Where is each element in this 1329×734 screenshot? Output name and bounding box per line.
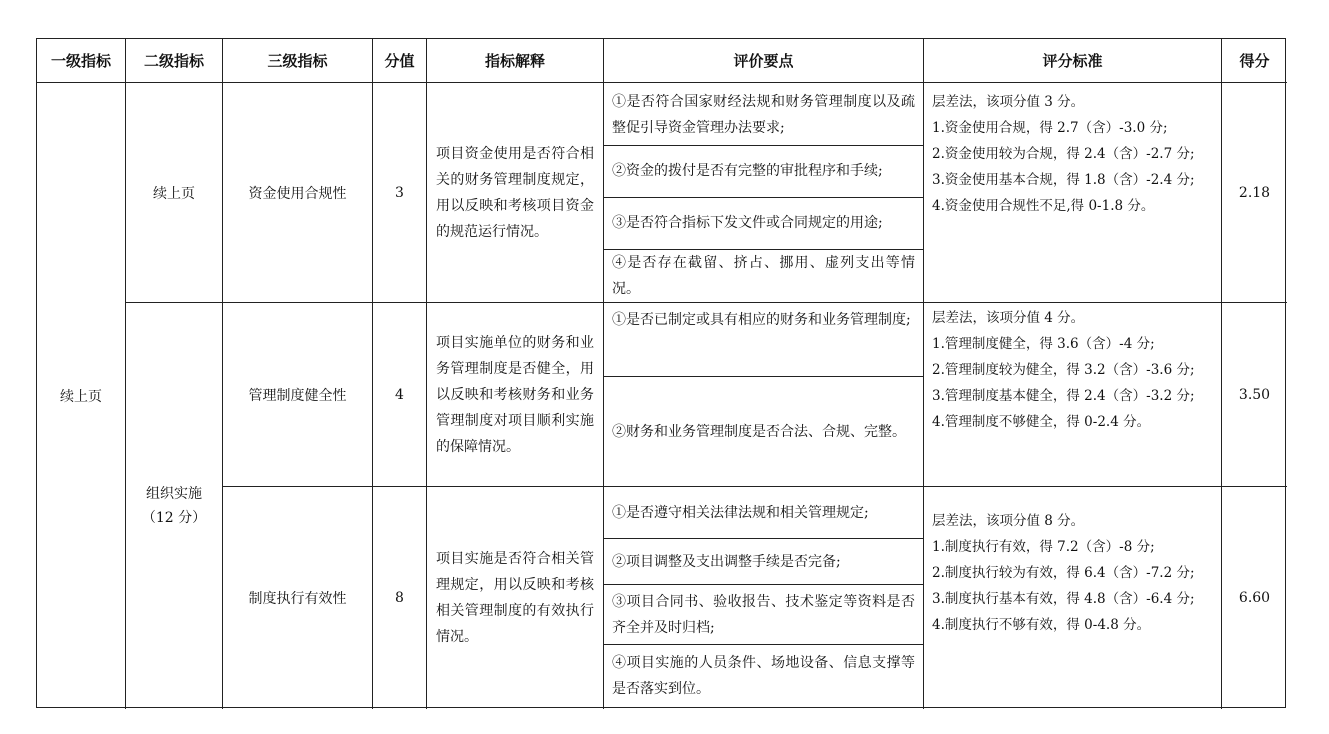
criteria-line: 2.资金使用较为合规，得 2.4（含）-2.7 分; <box>932 146 1195 162</box>
level3-cell: 管理制度健全性 <box>248 387 347 404</box>
criteria-line: 3.管理制度基本健全，得 2.4（含）-3.2 分; <box>932 388 1195 404</box>
criteria-line: 层差法，该项分值 8 分。 <box>932 513 1085 529</box>
level2-cell: 组织实施 （12 分） <box>141 486 207 526</box>
key-point <box>612 539 915 584</box>
criteria-line: 3.资金使用基本合规，得 1.8（含）-2.4 分; <box>932 172 1195 188</box>
grid-line <box>923 39 924 709</box>
header-score-value: 分值 <box>384 52 415 70</box>
key-point-text: ①是否已制定或具有相应的财务和业务管理制度; <box>612 312 911 328</box>
score-cell: 6.60 <box>1238 590 1271 606</box>
key-point-text: ②项目调整及支出调整手续是否完备; <box>612 553 841 570</box>
key-point <box>612 145 915 197</box>
criteria-line: 4.制度执行不够有效，得 0-4.8 分。 <box>932 617 1151 633</box>
explanation-cell <box>436 303 594 486</box>
explanation-cell <box>436 487 594 709</box>
criteria-line: 层差法，该项分值 3 分。 <box>932 94 1085 110</box>
key-point <box>612 487 915 538</box>
key-point <box>612 197 915 249</box>
explanation-text: 项目实施单位的财务和业务管理制度是否健全，用以反映和考核财务和业务管理制度对项目顺利实施的保障情况。 <box>436 334 594 455</box>
key-point-text: ①是否遵守相关法律法规和相关管理规定; <box>612 504 869 521</box>
key-point-text: ④是否存在截留、挤占、挪用、虚列支出等情况。 <box>612 254 915 297</box>
key-point-text: ②资金的拨付是否有完整的审批程序和手续; <box>612 163 883 179</box>
criteria-line: 1.管理制度健全，得 3.6（含）-4 分; <box>932 336 1155 352</box>
level2-cell: 续上页 <box>153 185 195 202</box>
grid-line <box>603 39 604 709</box>
evaluation-table <box>36 38 1286 708</box>
header-level1: 一级指标 <box>50 52 111 70</box>
key-point-text: ②财务和业务管理制度是否合法、合规、完整。 <box>612 423 906 440</box>
key-point <box>612 377 915 486</box>
key-point-text: ③是否符合指标下发文件或合同规定的用途; <box>612 215 883 231</box>
key-point <box>612 585 915 644</box>
grid-line <box>426 39 427 709</box>
score-value-cell: 4 <box>395 386 404 403</box>
criteria-cell <box>932 89 1217 219</box>
score-value-cell: 3 <box>395 184 404 201</box>
score-cell: 2.18 <box>1238 184 1271 201</box>
header-level2: 二级指标 <box>143 52 204 70</box>
header-key-points: 评价要点 <box>733 52 794 70</box>
criteria-line: 2.管理制度较为健全，得 3.2（含）-3.6 分; <box>932 362 1195 378</box>
key-point <box>612 87 915 143</box>
key-point <box>612 249 915 302</box>
level1-cell: 续上页 <box>60 389 102 405</box>
header-criteria: 评分标准 <box>1042 52 1103 70</box>
explanation-text: 项目资金使用是否符合相关的财务管理制度规定，用以反映和考核项目资金的规范运行情况。 <box>436 145 594 240</box>
key-point-text: ①是否符合国家财经法规和财务管理制度以及疏整促引导资金管理办法要求; <box>612 94 915 136</box>
header-explanation: 指标解释 <box>484 52 545 70</box>
level3-cell: 资金使用合规性 <box>248 185 347 202</box>
criteria-line: 层差法，该项分值 4 分。 <box>932 310 1085 326</box>
criteria-line: 1.资金使用合规，得 2.7（含）-3.0 分; <box>932 120 1168 136</box>
key-point <box>612 645 915 707</box>
criteria-cell <box>932 305 1217 435</box>
header-score: 得分 <box>1239 52 1270 70</box>
criteria-line: 2.制度执行较为有效，得 6.4（含）-7.2 分; <box>932 565 1195 581</box>
level3-cell: 制度执行有效性 <box>248 591 347 607</box>
criteria-line: 4.资金使用合规性不足,得 0-1.8 分。 <box>932 198 1155 214</box>
criteria-line: 4.管理制度不够健全，得 0-2.4 分。 <box>932 414 1151 430</box>
score-cell: 3.50 <box>1238 386 1271 403</box>
key-point <box>612 307 915 373</box>
key-point-text: ③项目合同书、验收报告、技术鉴定等资料是否齐全并及时归档; <box>612 593 915 636</box>
criteria-line: 1.制度执行有效，得 7.2（含）-8 分; <box>932 539 1155 555</box>
explanation-cell <box>436 83 594 302</box>
criteria-line: 3.制度执行基本有效，得 4.8（含）-6.4 分; <box>932 591 1195 607</box>
header-level3: 三级指标 <box>267 52 328 70</box>
key-point-text: ④项目实施的人员条件、场地设备、信息支撑等是否落实到位。 <box>612 655 915 697</box>
score-value-cell: 8 <box>395 590 404 606</box>
explanation-text: 项目实施是否符合相关管理规定，用以反映和考核相关管理制度的有效执行情况。 <box>436 551 594 645</box>
criteria-cell <box>932 508 1217 638</box>
